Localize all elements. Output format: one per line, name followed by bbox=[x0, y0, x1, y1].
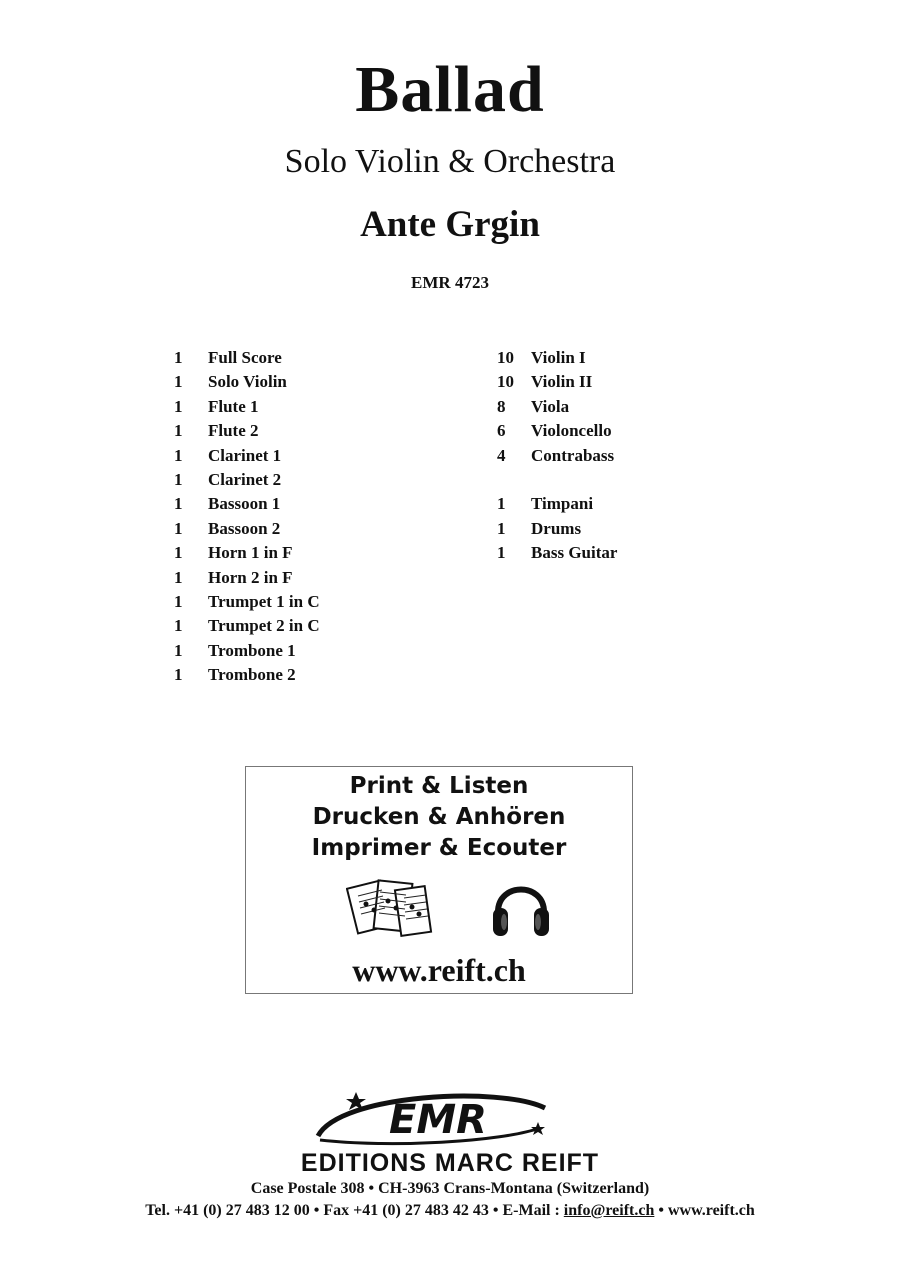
part-qty: 1 bbox=[174, 469, 183, 489]
part-row bbox=[497, 419, 617, 443]
part-qty: 1 bbox=[174, 665, 183, 685]
part-qty: 10 bbox=[497, 348, 514, 367]
part-qty: 1 bbox=[497, 518, 506, 538]
part-row bbox=[174, 419, 320, 443]
part-name: Contrabass bbox=[531, 445, 615, 465]
part-group-gap bbox=[497, 468, 617, 492]
part-qty: 1 bbox=[497, 543, 506, 563]
part-qty: 1 bbox=[174, 640, 183, 660]
print-listen-icons bbox=[246, 870, 632, 950]
part-name: Bassoon 1 bbox=[208, 494, 281, 514]
publisher-name: EDITIONS MARC REIFT bbox=[300, 1149, 600, 1177]
part-name: Trumpet 2 in C bbox=[208, 616, 320, 636]
catalog-number: EMR 4723 bbox=[411, 273, 489, 292]
part-qty: 1 bbox=[497, 494, 506, 514]
part-name: Violin I bbox=[531, 348, 586, 367]
part-row bbox=[174, 541, 320, 565]
publisher-address: Case Postale 308 • CH-3963 Crans-Montana (Switzerland) bbox=[250, 1180, 650, 1197]
part-qty: 4 bbox=[497, 445, 506, 465]
reift-url[interactable]: www.reift.ch bbox=[352, 952, 526, 988]
print-listen-line-de: Drucken & Anhören bbox=[312, 804, 566, 830]
part-qty: 8 bbox=[497, 396, 506, 416]
title: Ballad bbox=[355, 53, 545, 126]
part-row bbox=[174, 346, 320, 370]
part-qty: 1 bbox=[174, 348, 183, 367]
part-qty: 1 bbox=[174, 445, 183, 465]
part-name: Violin II bbox=[531, 372, 593, 392]
part-qty: 1 bbox=[174, 396, 183, 416]
part-name: Timpani bbox=[531, 494, 594, 514]
part-name: Bass Guitar bbox=[531, 543, 618, 563]
part-name: Trombone 1 bbox=[208, 640, 296, 660]
part-name: Horn 1 in F bbox=[208, 543, 293, 563]
part-qty: 1 bbox=[174, 494, 183, 514]
print-listen-line-fr: Imprimer & Ecouter bbox=[311, 835, 567, 861]
part-name: Clarinet 2 bbox=[208, 469, 282, 489]
part-name: Full Score bbox=[208, 348, 282, 367]
part-row bbox=[174, 370, 320, 394]
email-link[interactable]: info@reift.ch bbox=[563, 1202, 655, 1219]
part-name: Flute 1 bbox=[208, 396, 259, 416]
composer: Ante Grgin bbox=[360, 204, 540, 245]
part-name: Flute 2 bbox=[208, 421, 259, 441]
part-row bbox=[497, 541, 617, 565]
parts-list-left bbox=[174, 346, 320, 687]
part-row bbox=[174, 663, 320, 687]
part-row bbox=[174, 395, 320, 419]
contact-website[interactable]: • www.reift.ch bbox=[654, 1202, 755, 1219]
part-row bbox=[497, 370, 617, 394]
part-qty: 1 bbox=[174, 543, 183, 563]
part-qty: 1 bbox=[174, 591, 183, 611]
part-row bbox=[174, 468, 320, 492]
emr-logo bbox=[300, 1086, 570, 1148]
contact-phone-fax: Tel. +41 (0) 27 483 12 00 • Fax +41 (0) 27 483 42 43 • E-Mail : bbox=[145, 1202, 564, 1219]
part-name: Horn 2 in F bbox=[208, 567, 293, 587]
part-row bbox=[497, 492, 617, 516]
publisher-contact bbox=[0, 1202, 900, 1220]
part-row bbox=[174, 517, 320, 541]
part-name: Bassoon 2 bbox=[208, 518, 281, 538]
part-row bbox=[174, 566, 320, 590]
part-name: Viola bbox=[531, 396, 570, 416]
headphones-icon bbox=[490, 872, 552, 942]
parts-list-right bbox=[497, 346, 617, 566]
part-row bbox=[174, 492, 320, 516]
part-qty: 1 bbox=[174, 518, 183, 538]
part-qty: 1 bbox=[174, 616, 183, 636]
part-qty: 1 bbox=[174, 567, 183, 587]
part-name: Drums bbox=[531, 518, 582, 538]
part-qty: 10 bbox=[497, 372, 514, 392]
emr-logo-text: EMR bbox=[389, 1097, 487, 1143]
part-row bbox=[174, 444, 320, 468]
part-name: Trombone 2 bbox=[208, 665, 296, 685]
part-name: Clarinet 1 bbox=[208, 445, 282, 465]
part-row bbox=[497, 517, 617, 541]
part-name: Solo Violin bbox=[208, 372, 287, 392]
part-row bbox=[497, 395, 617, 419]
part-qty: 1 bbox=[174, 372, 183, 392]
part-name: Trumpet 1 in C bbox=[208, 591, 320, 611]
part-row bbox=[497, 346, 617, 370]
part-qty: 1 bbox=[174, 421, 183, 441]
part-row bbox=[174, 590, 320, 614]
subtitle: Solo Violin & Orchestra bbox=[284, 143, 616, 180]
part-qty: 6 bbox=[497, 421, 506, 441]
print-listen-box bbox=[245, 766, 633, 994]
part-row bbox=[497, 444, 617, 468]
print-listen-line-en: Print & Listen bbox=[349, 773, 529, 799]
part-row bbox=[174, 614, 320, 638]
sheet-music-icon bbox=[346, 874, 438, 950]
part-name: Violoncello bbox=[531, 421, 612, 441]
part-row bbox=[174, 639, 320, 663]
